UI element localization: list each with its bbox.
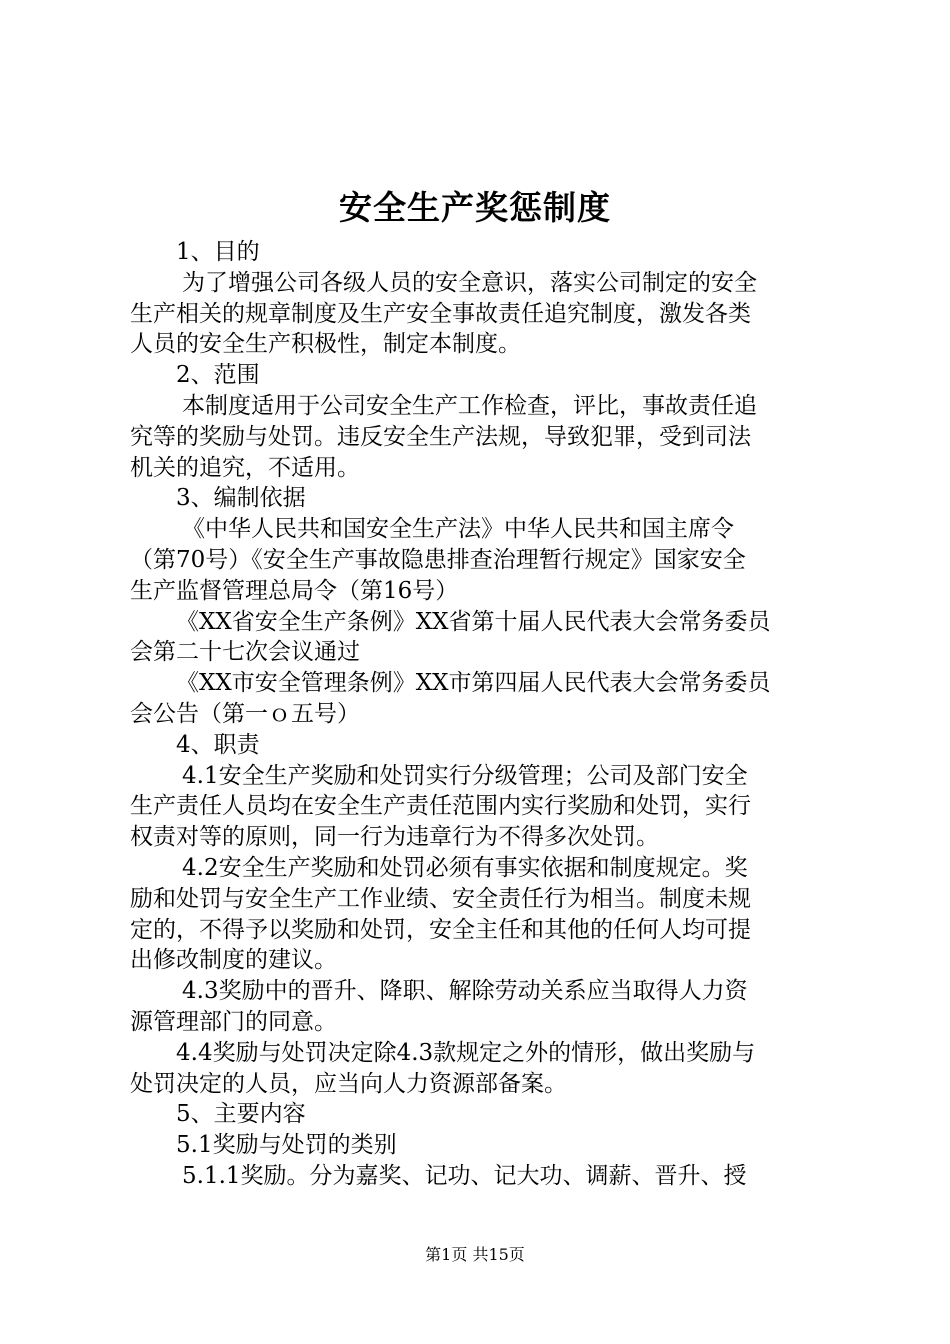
paragraph-line: 为了增强公司各级人员的安全意识，落实公司制定的安全: [182, 269, 757, 296]
paragraph-line: 4.4奖励与处罚决定除4.3款规定之外的情形，做出奖励与: [176, 1039, 756, 1066]
paragraph-line: 会第二十七次会议通过: [130, 639, 360, 666]
paragraph-line: 究等的奖励与处罚。违反安全生产法规，导致犯罪，受到司法: [130, 423, 751, 450]
section-heading: 5、主要内容: [176, 1101, 306, 1128]
paragraph-line: 《XX市安全管理条例》XX市第四届人民代表大会常务委员: [176, 670, 771, 697]
paragraph-line: 人员的安全生产积极性，制定本制度。: [130, 331, 521, 358]
section-heading: 2、范围: [176, 362, 260, 389]
paragraph-line: 权责对等的原则，同一行为违章行为不得多次处罚。: [130, 824, 659, 851]
paragraph-line: 《XX省安全生产条例》XX省第十届人民代表大会常务委员: [176, 608, 771, 635]
paragraph-line: 生产责任人员均在安全生产责任范围内实行奖励和处罚，实行: [130, 793, 751, 820]
paragraph-line: 定的，不得予以奖励和处罚，安全主任和其他的任何人均可提: [130, 916, 751, 943]
document-title: 安全生产奖惩制度: [339, 188, 611, 227]
paragraph-line: 出修改制度的建议。: [130, 947, 337, 974]
section-heading: 1、目的: [176, 239, 260, 265]
paragraph-line: 4.1安全生产奖励和处罚实行分级管理；公司及部门安全: [182, 762, 748, 789]
paragraph-line: 源管理部门的同意。: [130, 1008, 337, 1035]
paragraph-line: 会公告（第一ｏ五号）: [130, 700, 360, 727]
page-number-footer: 第1页 共15页: [425, 1245, 525, 1264]
paragraph-line: 《中华人民共和国安全生产法》中华人民共和国主席令: [182, 516, 734, 543]
paragraph-line: （第70号）《安全生产事故隐患排查治理暂行规定》国家安全: [130, 546, 746, 573]
paragraph-line: 5.1.1奖励。分为嘉奖、记功、记大功、调薪、晋升、授: [182, 1162, 747, 1189]
paragraph-line: 处罚决定的人员，应当向人力资源部备案。: [130, 1070, 567, 1097]
paragraph-line: 4.2安全生产奖励和处罚必须有事实依据和制度规定。奖: [182, 854, 748, 881]
paragraph-line: 机关的追究，不适用。: [130, 454, 360, 481]
subsection-heading: 5.1奖励与处罚的类别: [176, 1132, 397, 1159]
section-heading: 4、职责: [176, 731, 260, 758]
paragraph-line: 励和处罚与安全生产工作业绩、安全责任行为相当。制度未规: [130, 885, 751, 912]
paragraph-line: 本制度适用于公司安全生产工作检查，评比，事故责任追: [182, 392, 757, 419]
document-body: [130, 237, 830, 1192]
paragraph-line: 4.3奖励中的晋升、降职、解除劳动关系应当取得人力资: [182, 978, 748, 1005]
paragraph-line: 生产监督管理总局令（第16号）: [130, 577, 459, 604]
paragraph-line: 生产相关的规章制度及生产安全事故责任追究制度，激发各类: [130, 300, 751, 327]
section-heading: 3、编制依据: [176, 485, 306, 512]
